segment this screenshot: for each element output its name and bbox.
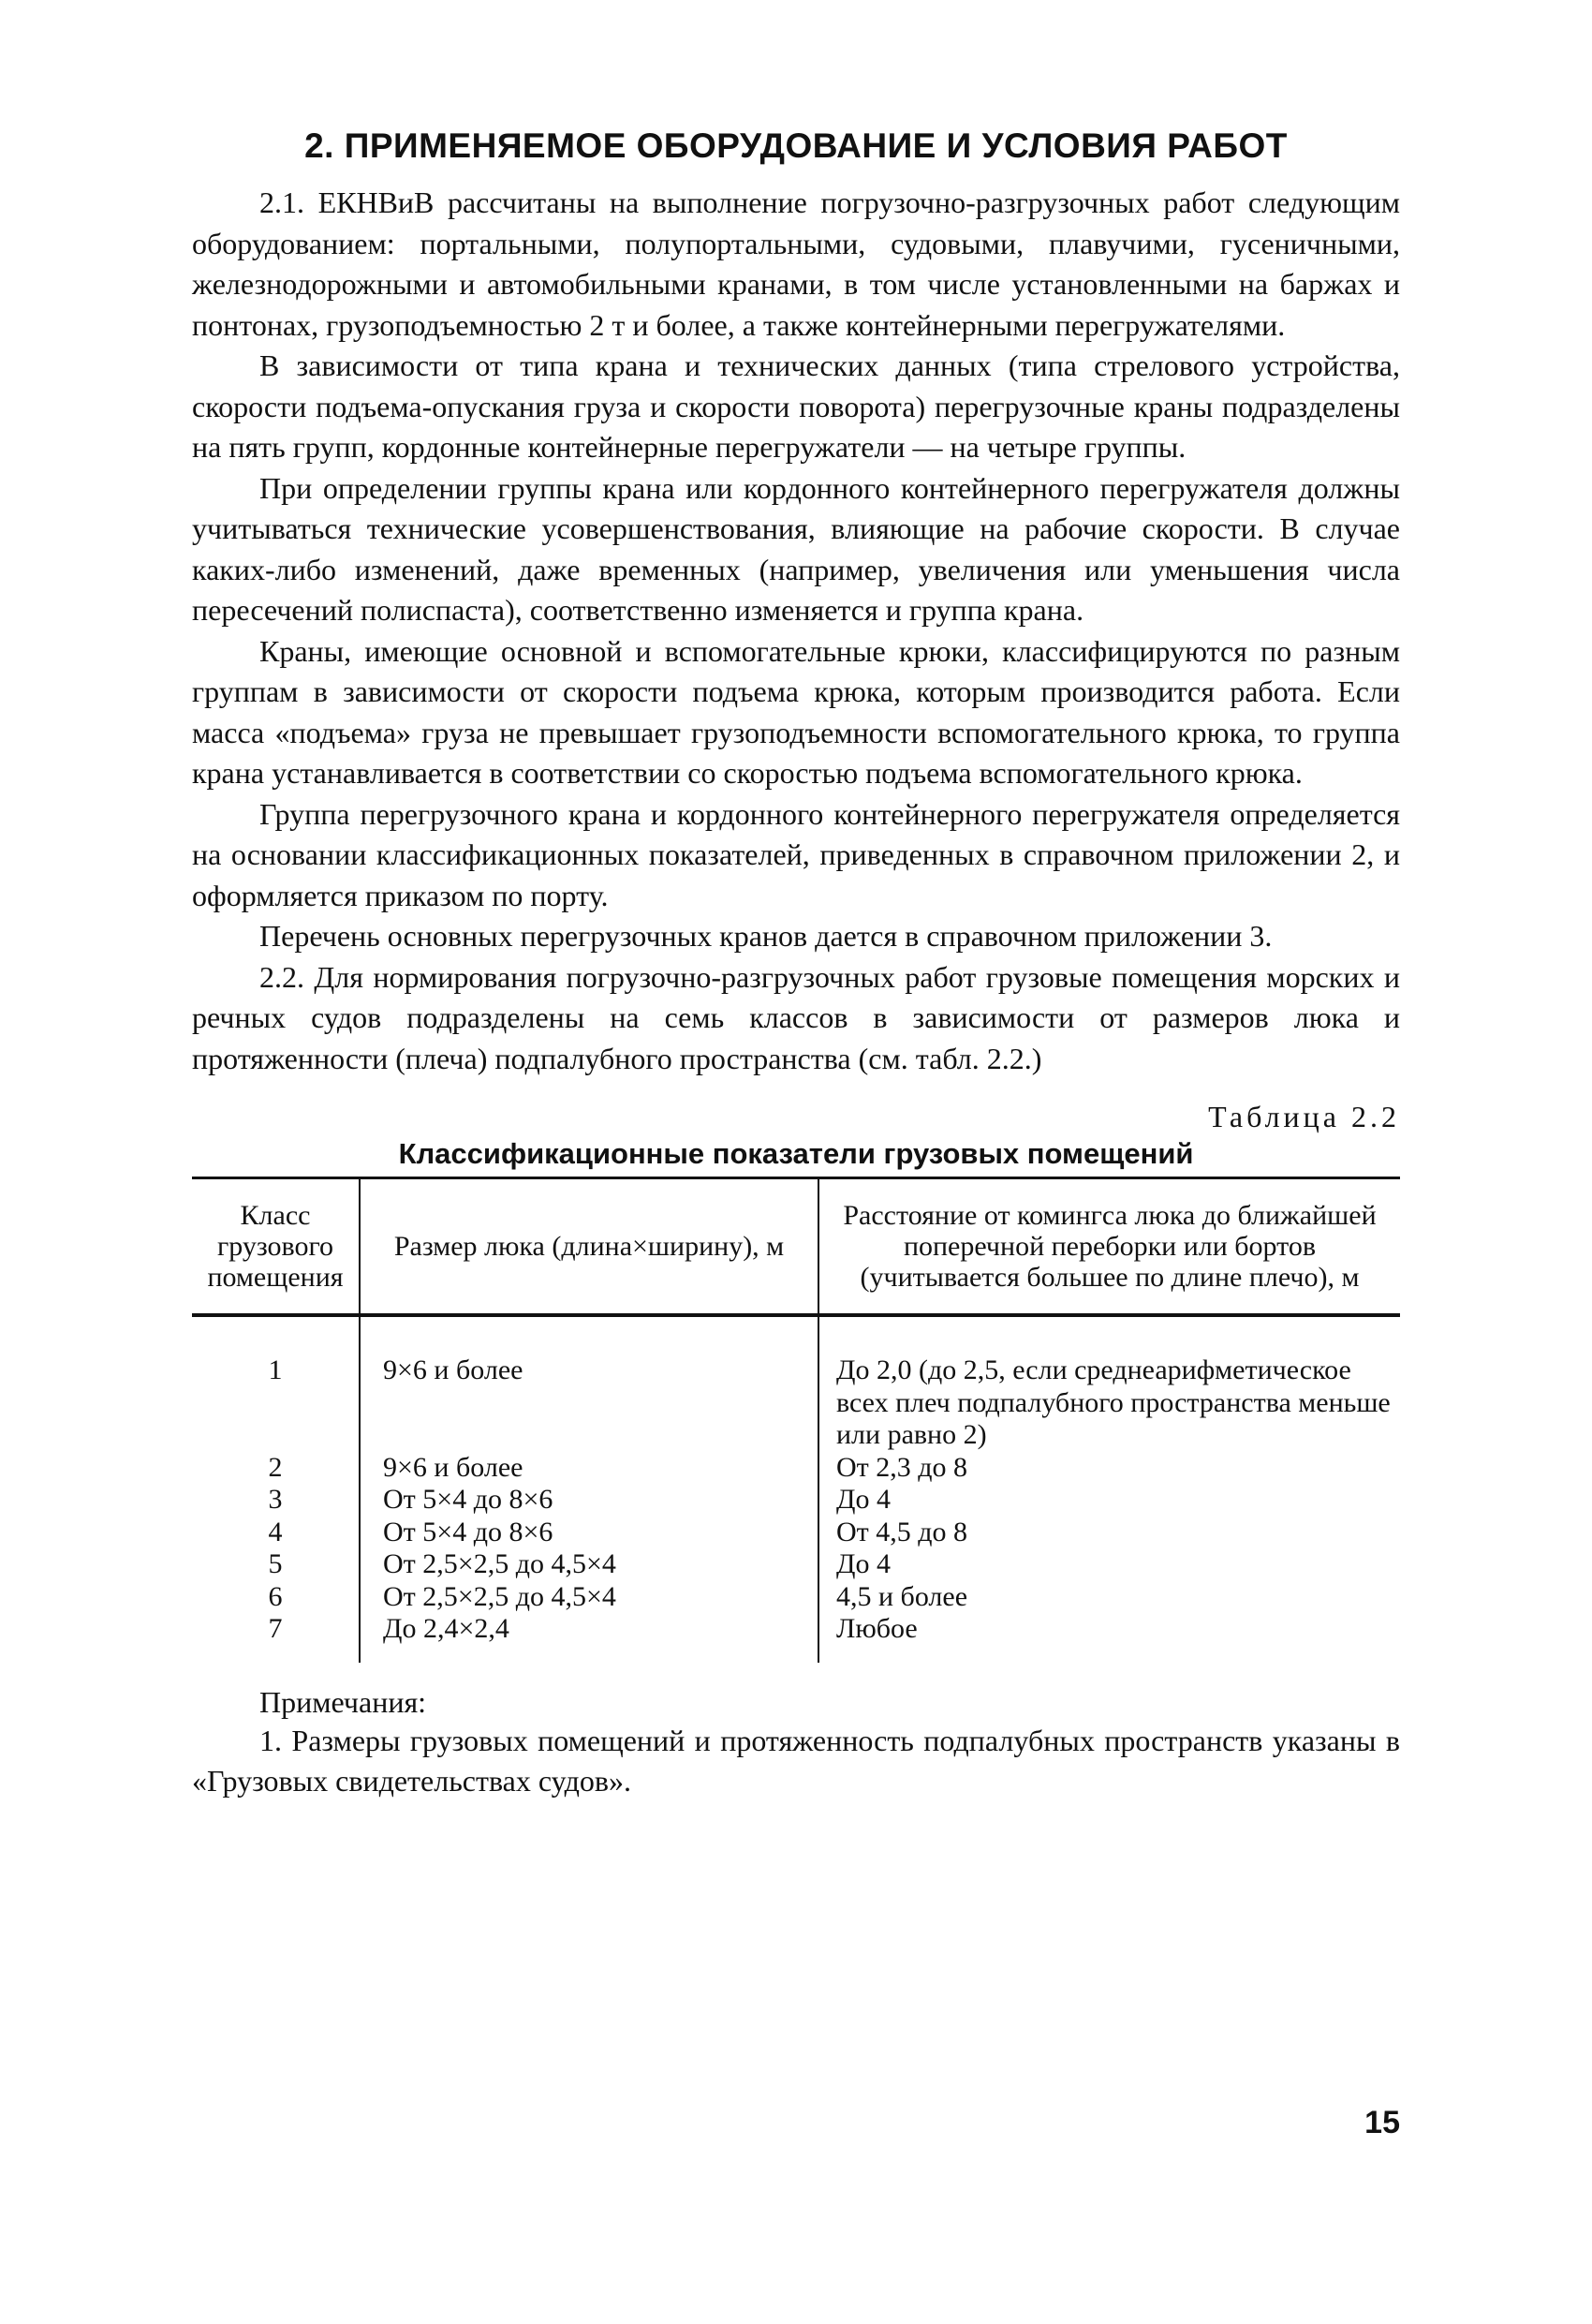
cell-hatch-size: От 2,5×2,5 до 4,5×4 <box>360 1548 818 1581</box>
cell-hatch-size: До 2,4×2,4 <box>360 1613 818 1663</box>
notes-heading: Примечания: <box>259 1684 427 1719</box>
cell-class: 6 <box>192 1581 360 1614</box>
table-header-row <box>192 1178 1400 1316</box>
body-text <box>192 183 1400 1079</box>
cell-distance: От 4,5 до 8 <box>836 1516 968 1547</box>
cell-hatch-size: 9×6 и более <box>360 1315 818 1452</box>
paragraph-crane-list: Перечень основных перегрузочных кранов дается в справочном приложении 3. <box>259 919 1273 953</box>
paragraph-classification: Группа перегрузочного крана и кордонного контейнерного перегружателя определяется на основании классификационных показателей, приведенных в справочном приложении 2, и оформляется приказом по порту. <box>192 796 1400 912</box>
table-row <box>192 1517 1400 1549</box>
cell-class: 3 <box>192 1484 360 1517</box>
paragraph-2-2: 2.2. Для нормирования погрузочно-разгрузочных работ грузовые помещения морских и речных судов подразделены на семь классов в зависимости от размеров люка и протяженности (плеча) подпалубного пространства (см. табл. 2.2.) <box>192 959 1400 1075</box>
cell-hatch-size: 9×6 и более <box>360 1452 818 1485</box>
section-heading: 2. ПРИМЕНЯЕМОЕ ОБОРУДОВАНИЕ И УСЛОВИЯ РАБОТ <box>304 126 1288 165</box>
header-hatch-size: Размер люка (длина×ширину), м <box>360 1178 818 1316</box>
table-row <box>192 1613 1400 1663</box>
paragraph-hooks: Краны, имеющие основной и вспомогательные крюки, классифицируются по разным группам в зависимости от скорости подъема крюка, которым производится работа. Если масса «подъема» груза не превышает грузоподъемности вспомогательного крюка, то группа крана устанавливается в соответствии со скоростью подъема вспомогательного крюка. <box>192 633 1400 790</box>
paragraph-group-determination: При определении группы крана или кордонного контейнерного перегружателя должны учитываться технические усовершенствования, влияющие на рабочие скорости. В случае каких-либо изменений, даже временных (например, увеличения или уменьшения числа пересечений полиспаста), соответственно изменяется и группа крана. <box>192 470 1400 627</box>
cell-distance: От 2,3 до 8 <box>836 1451 968 1483</box>
table-label: Таблица 2.2 <box>1208 1100 1400 1133</box>
table-row <box>192 1548 1400 1581</box>
page-number: 15 <box>1364 2105 1400 2140</box>
cell-distance: До 2,0 (до 2,5, если среднеарифметическое всех плеч подпалубного пространства меньше или равно 2) <box>836 1354 1391 1450</box>
header-hold-class: Класс грузового помещения <box>192 1178 360 1316</box>
table-title: Классификационные показатели грузовых помещений <box>398 1137 1194 1170</box>
paragraph-2-1: 2.1. ЕКНВиВ рассчитаны на выполнение погрузочно-разгрузочных работ следующим оборудованием: портальными, полупортальными, судовыми, плавучими, гусеничными, железнодорожными и автомобильными кранами, в том числе установленными на баржах и понтонах, грузоподъемностью 2 т и более, а также контейнерными перегружателями. <box>192 185 1400 342</box>
table-row <box>192 1581 1400 1614</box>
cell-hatch-size: От 5×4 до 8×6 <box>360 1484 818 1517</box>
cell-distance: До 4 <box>836 1548 891 1579</box>
cell-class: 7 <box>192 1613 360 1663</box>
cell-class: 5 <box>192 1548 360 1581</box>
cell-class: 2 <box>192 1452 360 1485</box>
paragraph-crane-groups: В зависимости от типа крана и технических данных (типа стрелового устройства, скорости подъема-опускания груза и скорости поворота) перегрузочные краны подразделены на пять групп, кордонные контейнерные перегружатели — на четыре группы. <box>192 348 1400 464</box>
note-item-1: 1. Размеры грузовых помещений и протяженность подпалубных пространств указаны в «Грузовых свидетельствах судов». <box>192 1723 1400 1798</box>
cell-distance: 4,5 и более <box>836 1580 968 1612</box>
cell-distance: До 4 <box>836 1484 891 1515</box>
table-row <box>192 1484 1400 1517</box>
header-distance: Расстояние от комингса люка до ближайшей поперечной переборки или бортов (учитывается большее по длине плечо), м <box>818 1178 1400 1316</box>
cell-hatch-size: От 2,5×2,5 до 4,5×4 <box>360 1581 818 1614</box>
cell-hatch-size: От 5×4 до 8×6 <box>360 1517 818 1549</box>
table-row <box>192 1315 1400 1452</box>
document-page <box>192 126 1400 1802</box>
cell-distance: Любое <box>836 1613 918 1644</box>
cell-class: 4 <box>192 1517 360 1549</box>
table-row <box>192 1452 1400 1485</box>
hold-classification-table <box>192 1177 1400 1663</box>
cell-class: 1 <box>192 1315 360 1452</box>
